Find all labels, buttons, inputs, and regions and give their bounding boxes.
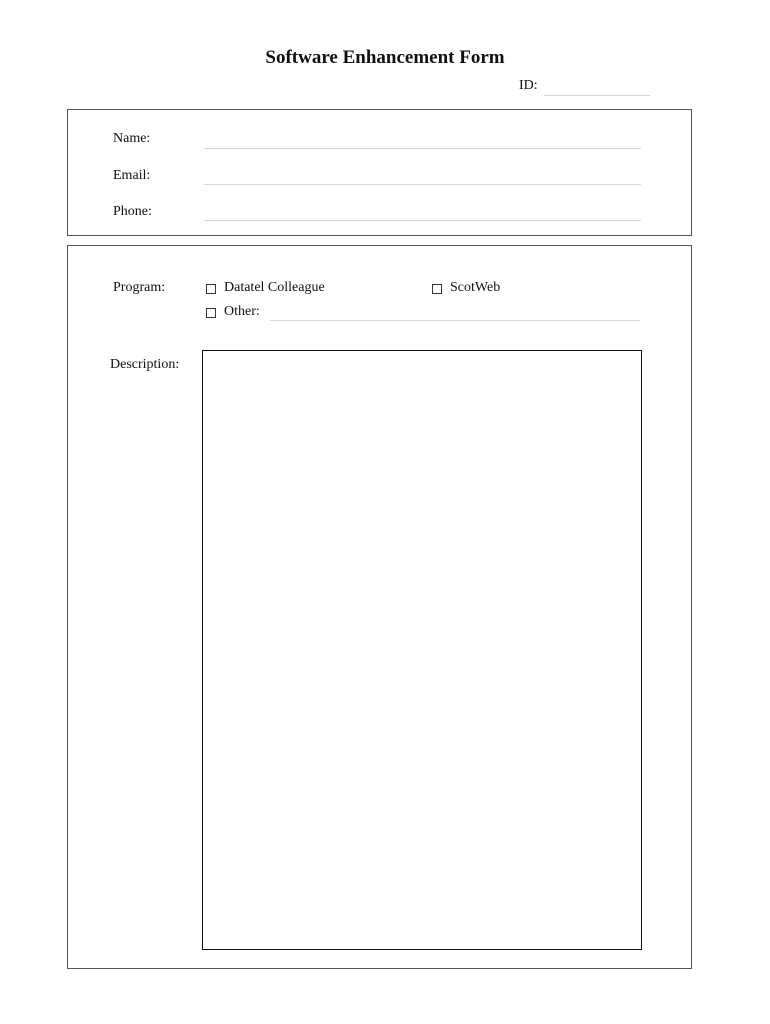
id-field[interactable] (544, 95, 650, 96)
name-label: Name: (113, 131, 151, 146)
form-title: Software Enhancement Form (265, 47, 505, 68)
other-checkbox[interactable] (206, 308, 216, 318)
scotweb-label: ScotWeb (450, 280, 501, 295)
other-label: Other: (224, 304, 260, 319)
other-field[interactable] (270, 320, 640, 321)
email-label: Email: (113, 168, 151, 183)
program-label: Program: (113, 280, 166, 295)
datatel-colleague-checkbox[interactable] (206, 284, 216, 294)
scotweb-checkbox[interactable] (432, 284, 442, 294)
datatel-colleague-label: Datatel Colleague (224, 280, 325, 295)
program-section (67, 245, 692, 969)
description-label: Description: (110, 357, 180, 372)
name-field[interactable] (204, 148, 641, 149)
phone-field[interactable] (204, 220, 641, 221)
email-field[interactable] (204, 184, 641, 185)
description-textarea[interactable] (202, 350, 642, 950)
phone-label: Phone: (113, 204, 152, 219)
contact-section (67, 109, 692, 236)
id-label: ID: (519, 78, 538, 93)
